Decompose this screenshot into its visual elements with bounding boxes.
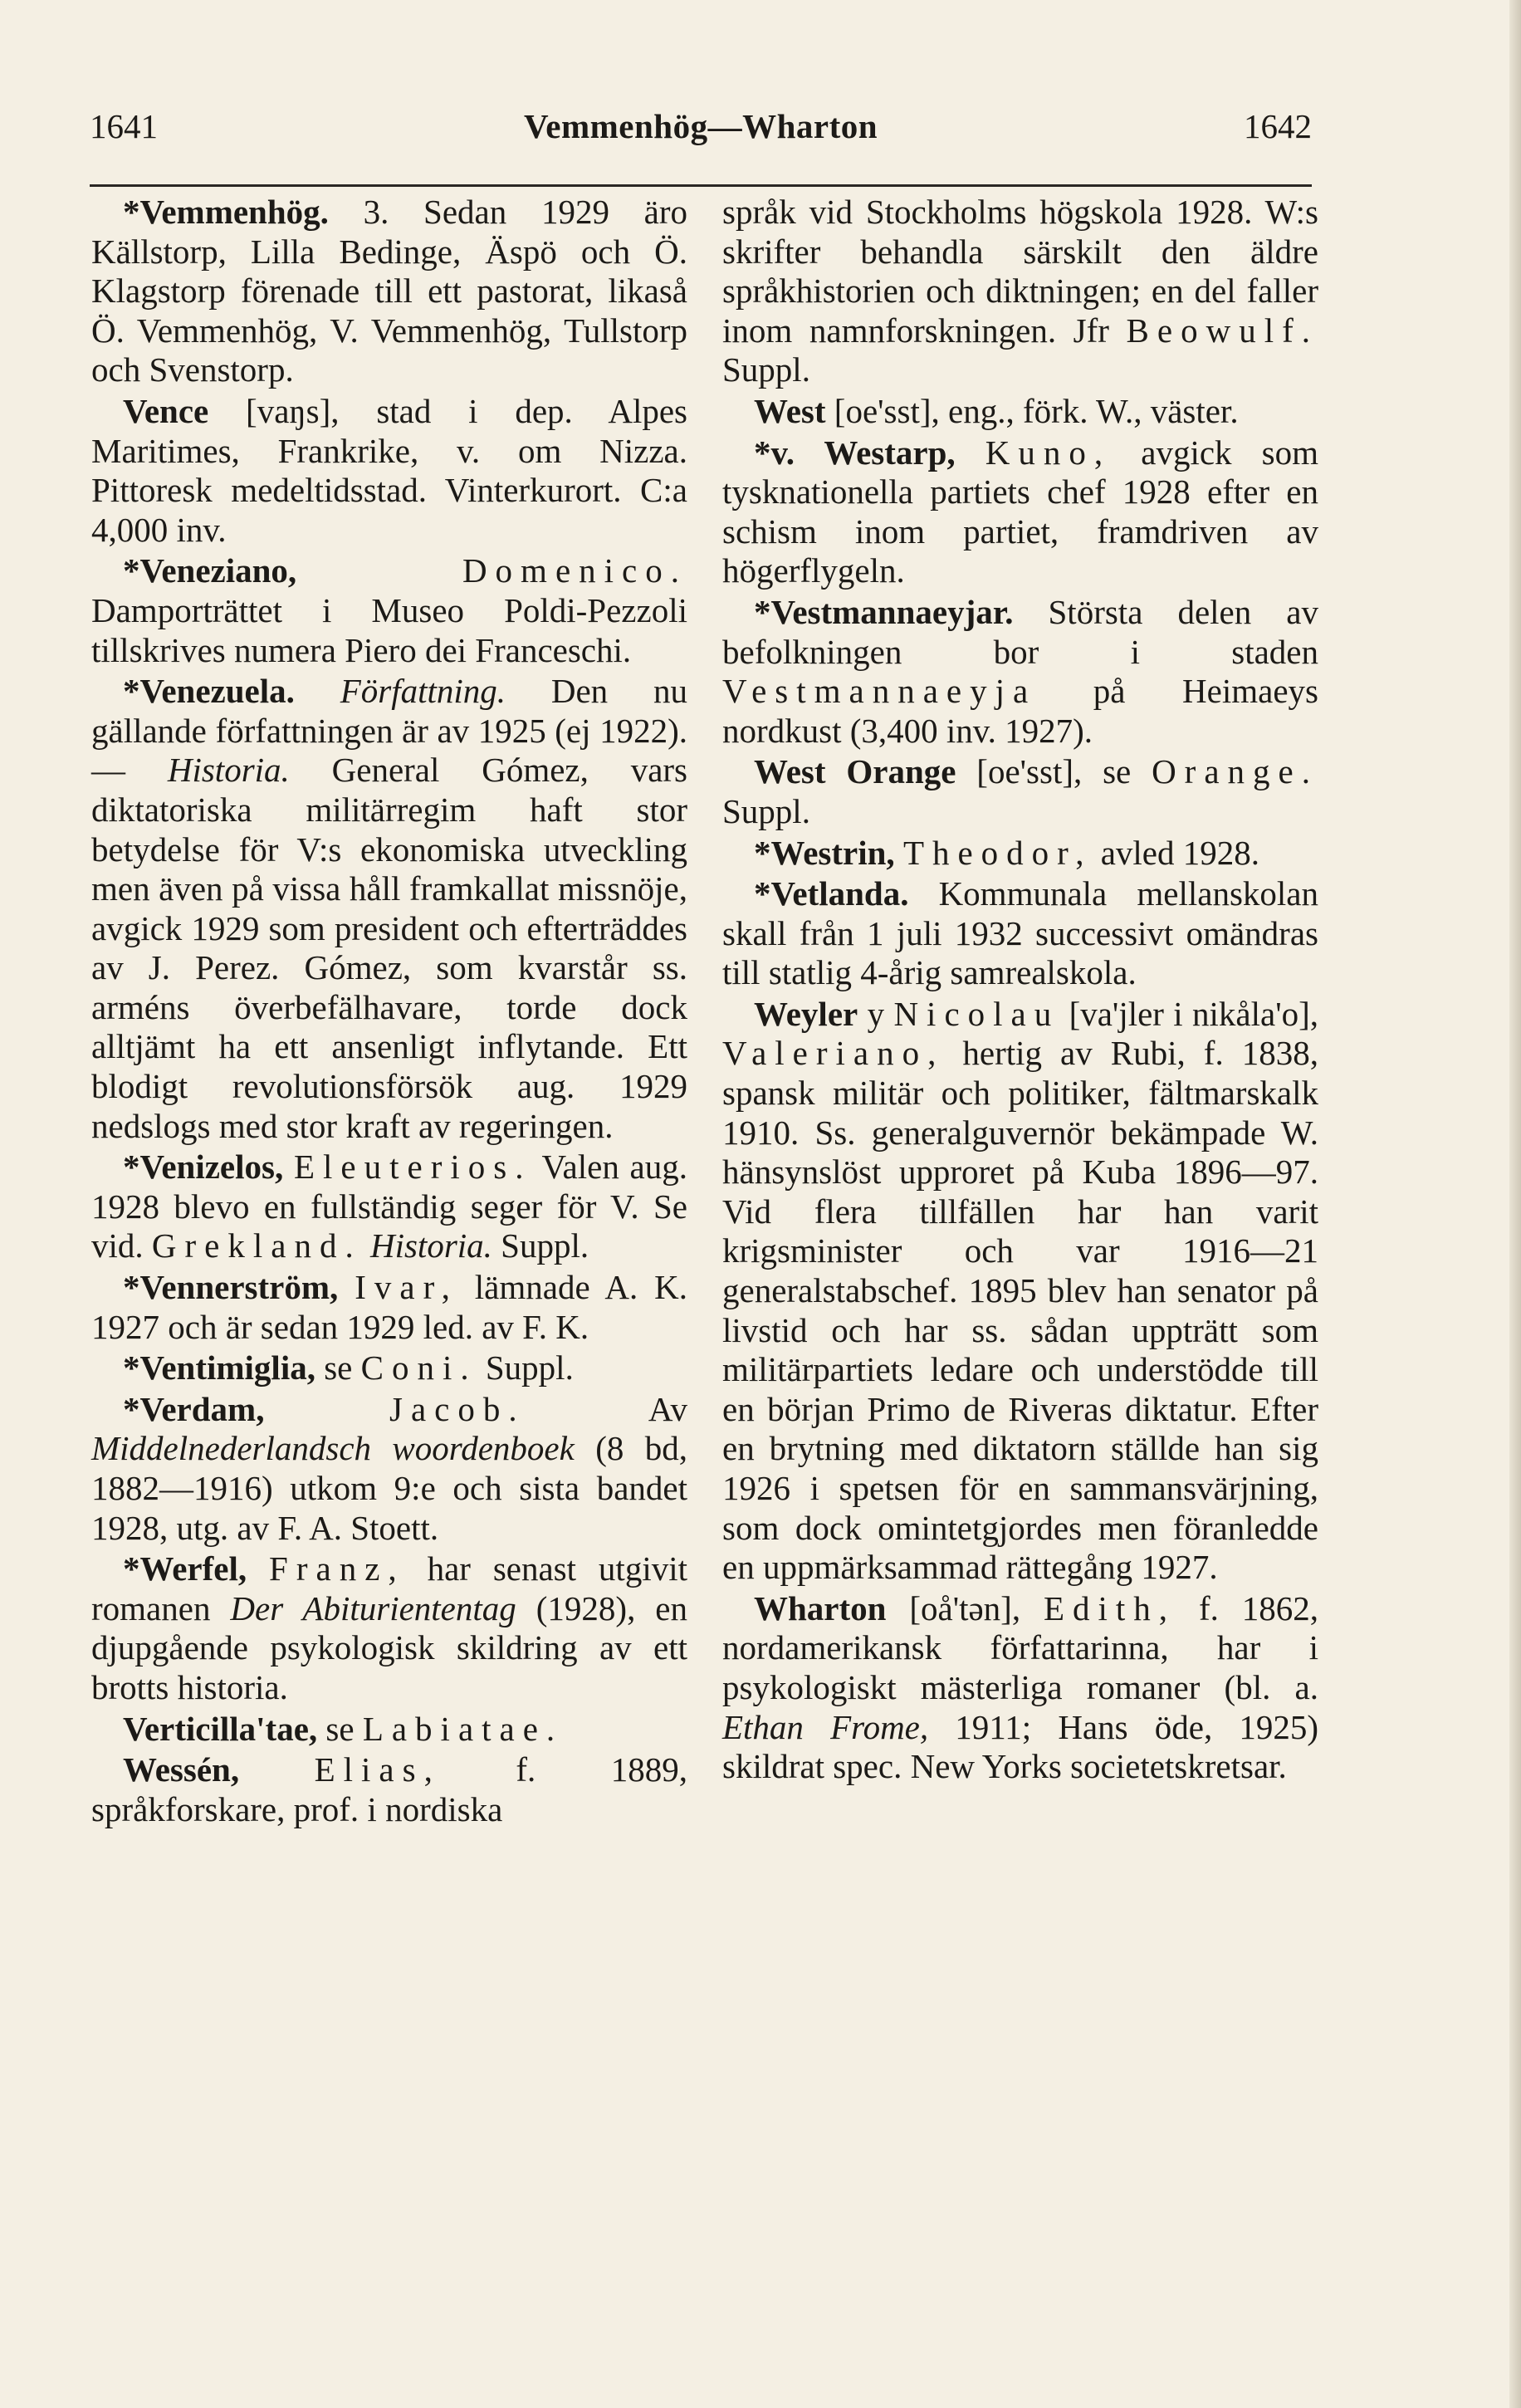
spaced-name: Beowulf.: [1126, 311, 1318, 350]
headword: *Vetlanda.: [754, 874, 909, 913]
entry-text: på Heimaeys nordkust (3,400 inv. 1927).: [722, 672, 1318, 750]
entry-vennerstrom: [91, 1268, 687, 1347]
entry-text: [295, 672, 340, 710]
spaced-name: Ivar,: [355, 1268, 458, 1307]
entry-text: [239, 1750, 315, 1789]
entry-text: Största delen av befolkningen bor i staden: [722, 592, 1318, 671]
entry-text: Suppl.: [492, 1226, 589, 1265]
right-column: [722, 193, 1318, 1789]
entry-text: [296, 551, 462, 590]
entry-text: [247, 1549, 269, 1588]
entry-text: Suppl.: [722, 791, 810, 830]
spaced-name: Grekland.: [151, 1226, 362, 1265]
italic-text: Der Abituriententag: [230, 1588, 516, 1627]
entry-text: avgick som tysknationella partiets chef 1928 efter en schism inom partiet, framdriven av högerflygeln.: [722, 433, 1319, 590]
entry-text: f. 1889, språkforskare, prof. i nordiska: [91, 1750, 687, 1828]
header-rule: [90, 184, 1312, 187]
spaced-name: Elias,: [314, 1750, 441, 1789]
italic-text: Historia.: [369, 1226, 492, 1265]
headword: *Verdam,: [123, 1389, 265, 1428]
entry-text: Den nu gällande författningen är av 1925 (ej 1922). —: [91, 672, 687, 790]
spaced-name: Domenico.: [462, 551, 687, 590]
headword: *Vennerström,: [123, 1268, 339, 1307]
entry-text: [oe'sst], se: [956, 752, 1152, 791]
spaced-name: Coni.: [360, 1348, 477, 1388]
entry-westrin: [722, 834, 1318, 874]
entry-vemmenhog: [91, 193, 687, 390]
spaced-name: Kuno,: [985, 433, 1112, 472]
entry-venezuela: [91, 672, 687, 1146]
spaced-name: Valeriano,: [722, 1034, 945, 1073]
entry-west-orange: [722, 752, 1318, 831]
entry-wessen-cont: [722, 193, 1318, 390]
spaced-name: Labiatae.: [362, 1709, 564, 1748]
spaced-name: Edith,: [1043, 1588, 1176, 1627]
entry-text: [338, 1268, 355, 1306]
spaced-name: Nicolau: [893, 994, 1060, 1033]
entry-text: [362, 1226, 370, 1265]
entry-text: [283, 1148, 294, 1186]
headword: *Ventimiglia,: [123, 1348, 315, 1388]
headword: *v. Westarp,: [754, 433, 956, 472]
entry-text: Suppl.: [477, 1348, 574, 1388]
entry-venizelos: [91, 1148, 687, 1266]
entry-vestmannaeyjar: [722, 593, 1318, 751]
entry-ventimiglia: [91, 1348, 687, 1388]
entry-text: 1911; Hans öde, 1925) skildrat spec. New Yorks societetskretsar.: [722, 1707, 1318, 1786]
headword: Wharton: [754, 1588, 887, 1627]
page-number-right: 1642: [1244, 107, 1312, 145]
headword: *Werfel,: [123, 1549, 247, 1588]
running-title: Vemmenhög—Wharton: [523, 107, 878, 145]
italic-text: Historia.: [167, 751, 290, 790]
entry-text: 3. Sedan 1929 äro Källstorp, Lilla Bedinge, Äspö och Ö. Klagstorp förenade till ett pastorat, likaså Ö. Vemmenhög, V. Vemmenhög, Tullstorp och Svenstorp.: [91, 193, 687, 389]
entry-text: Suppl.: [722, 350, 810, 389]
entry-text: hertig av Rubi, f. 1838, spansk militär och politiker, fältmarskalk 1910. Ss. generalguvernör bekämpade W. hänsynslöst upproret på Kuba 1896—97. Vid flera tillfällen har han varit krigsminister och var 1916—21 generalstabschef. 1895 blev han senator på livstid och har ss. sådan uppträtt som militärpartiets ledare och understödde till en början Primo de Riveras diktatur. Efter en brytning med diktatorn ställde han sig 1926 i spetsen för en sammansvärjning, som dock omintetgjordes men föranledde en uppmärksammad rättegång 1927.: [722, 1034, 1318, 1587]
entry-text: Kommunala mellanskolan skall från 1 juli 1932 successivt omändras till statlig 4-årig samrealskola.: [722, 874, 1318, 992]
entry-text: se: [317, 1709, 363, 1748]
entry-text: Av: [525, 1389, 687, 1428]
entry-verdam: [91, 1390, 687, 1548]
headword: West Orange: [754, 752, 956, 791]
entry-text: [va'jler i nikåla'o],: [1059, 994, 1319, 1033]
entry-text: [895, 834, 903, 872]
entry-text: (8 bd, 1882—1916) utkom 9:e och sista bandet 1928, utg. av F. A. Stoett.: [91, 1429, 688, 1547]
headword: *Venizelos,: [123, 1148, 284, 1187]
entry-text: Valen aug. 1928 blevo en fullständig seger för V. Se vid.: [91, 1148, 688, 1265]
entry-westarp: [722, 433, 1318, 591]
spaced-name: Eleuterios.: [293, 1148, 532, 1187]
entry-vence: [91, 392, 687, 550]
spaced-name: Franz,: [269, 1549, 405, 1588]
entry-text: har senast utgivit romanen: [91, 1549, 687, 1627]
entry-text: [oå'tən],: [886, 1588, 1044, 1627]
entry-text: avled 1928.: [1092, 833, 1259, 872]
headword: *Veneziano,: [123, 551, 297, 590]
page-edge-shadow: [1509, 0, 1521, 2408]
spaced-name: Jacob.: [389, 1389, 526, 1428]
headword: Wessén,: [123, 1750, 240, 1789]
entry-wharton: [722, 1589, 1318, 1787]
headword: Weyler: [754, 994, 858, 1033]
entry-text: språk vid Stockholms högskola 1928. W:s skrifter behandla särskilt den äldre språkhistorien och diktningen; en del faller inom namnforskningen. Jfr: [722, 193, 1318, 350]
entry-text: [956, 433, 985, 472]
entry-text: se: [315, 1348, 361, 1388]
entry-text: (1928), en djupgående psykologisk skildring av ett brotts historia.: [91, 1588, 687, 1706]
italic-text: Middelnederlandsch woordenboek: [91, 1429, 575, 1468]
spaced-name: Vestmannaeyja: [722, 672, 1037, 711]
entry-veneziano: [91, 551, 687, 670]
entry-verticillatae: [91, 1710, 687, 1750]
spaced-name: Orange.: [1152, 752, 1318, 791]
entry-vetlanda: [722, 874, 1318, 993]
headword: *Venezuela.: [123, 672, 295, 711]
entry-wessen: [91, 1750, 687, 1829]
entry-text: Damporträttet i Museo Poldi-Pezzoli tillskrives numera Piero dei Franceschi.: [91, 590, 687, 669]
headword: Vence: [123, 391, 209, 430]
entry-text: [264, 1390, 389, 1428]
left-column: [91, 193, 687, 1831]
entry-weyler: [722, 995, 1318, 1588]
entry-text: [oe'sst], eng., förk. W., väster.: [825, 391, 1239, 430]
italic-text: Författning.: [340, 672, 506, 711]
entry-text: [vaŋs], stad i dep. Alpes Maritimes, Frankrike, v. om Nizza. Pittoresk medeltidsstad. Vinterkurort. C:a 4,000 inv.: [91, 391, 687, 549]
entry-west: [722, 392, 1318, 432]
headword: Verticilla'tae,: [123, 1709, 318, 1748]
entry-text: y: [858, 994, 894, 1033]
headword: *Vemmenhög.: [123, 193, 329, 231]
entry-text: lämnade A. K. 1927 och är sedan 1929 led. av F. K.: [91, 1268, 687, 1346]
running-header: [90, 106, 1312, 164]
italic-text: Ethan Frome,: [722, 1707, 929, 1746]
entry-werfel: [91, 1549, 687, 1707]
page-number-left: 1641: [90, 107, 158, 145]
entry-text: f. 1862, nordamerikansk författarinna, har i psykologiskt mästerliga romaner (bl. a.: [722, 1588, 1318, 1706]
headword: *Vestmannaeyjar.: [754, 592, 1014, 631]
spaced-name: Theodor,: [902, 833, 1093, 872]
headword: West: [754, 391, 826, 430]
entry-text: General Gómez, vars diktatoriska militärregim haft stor betydelse för V:s ekonomiska utveckling men även på vissa håll framkallat missnöje, avgick 1929 som president och efterträddes av J. Perez. Gómez, som kvarstår ss. arméns överbefälhavare, torde dock alltjämt ha ett ansenligt inflytande. Ett blodigt revolutionsförsök aug. 1929 nedslogs med stor kraft av regeringen.: [91, 751, 688, 1145]
headword: *Westrin,: [754, 833, 895, 872]
